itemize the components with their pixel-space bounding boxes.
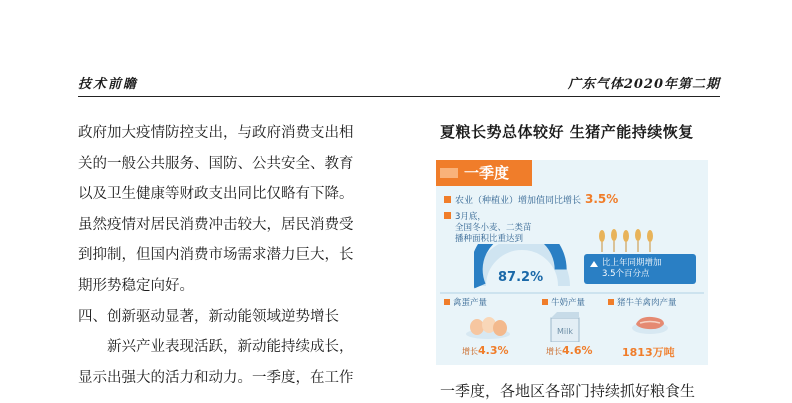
product-label: 禽蛋产量 bbox=[453, 298, 488, 308]
meat-icon bbox=[630, 312, 670, 336]
paragraph-line: 到抑制，但国内消费市场需求潜力巨大，长 bbox=[78, 247, 354, 264]
agriculture-label: 农业（种植业）增加值同比增长 bbox=[455, 196, 582, 206]
eggs-growth bbox=[462, 344, 509, 357]
eggs-icon bbox=[464, 312, 512, 340]
milk-box-text: Milk bbox=[557, 327, 573, 336]
wheat-text-line: 播种面积比重达到 bbox=[455, 234, 524, 244]
bullet-icon bbox=[608, 299, 614, 305]
paragraph-line: 关的一般公共服务、国防、公共安全、教育 bbox=[78, 155, 354, 172]
paragraph-line: 显示出强大的活力和动力。一季度，在工作 bbox=[78, 369, 354, 386]
product-label-eggs bbox=[444, 296, 487, 308]
wheat-share-value: 87.2% bbox=[498, 270, 544, 285]
milk-growth bbox=[546, 344, 593, 357]
header-journal-issue: 广东气体2020年第二期 bbox=[567, 77, 720, 92]
bullet-icon bbox=[444, 212, 451, 219]
growth-prefix: 增长 bbox=[462, 347, 478, 356]
quarter-banner: 一季度 bbox=[436, 160, 532, 186]
meat-output bbox=[622, 344, 675, 360]
wheat-text-line: 全国冬小麦、二类苗 bbox=[455, 223, 532, 233]
growth-value: 4.3% bbox=[478, 344, 509, 357]
wheat-text bbox=[444, 212, 564, 245]
comparison-line: 比上年同期增加 bbox=[602, 258, 662, 268]
product-label: 牛奶产量 bbox=[551, 298, 586, 308]
paragraph-line: 期形势稳定向好。 bbox=[78, 277, 194, 294]
comparison-badge bbox=[584, 254, 696, 284]
divider bbox=[440, 292, 704, 294]
product-label: 猪牛羊禽肉产量 bbox=[617, 298, 677, 308]
agriculture-value: 3.5% bbox=[585, 192, 619, 206]
bullet-icon bbox=[542, 299, 548, 305]
wheat-text-line: 3月底， bbox=[455, 212, 486, 222]
infographic bbox=[436, 160, 708, 365]
paragraph-line: 虽然疫情对居民消费冲击较大，居民消费受 bbox=[78, 216, 354, 233]
output-value: 1813万吨 bbox=[622, 346, 675, 359]
product-label-meat bbox=[608, 296, 677, 308]
header-rule bbox=[78, 96, 720, 97]
article-title: 夏粮长势总体较好 生猪产能持续恢复 bbox=[440, 123, 694, 141]
header-section-title: 技术前瞻 bbox=[78, 77, 139, 92]
growth-prefix: 增长 bbox=[546, 347, 562, 356]
milk-carton-icon bbox=[548, 312, 582, 342]
left-column bbox=[78, 118, 388, 393]
paragraph-line: 以及卫生健康等财政支出同比仅略有下降。 bbox=[78, 186, 354, 203]
growth-value: 4.6% bbox=[562, 344, 593, 357]
comparison-line: 3.5个百分点 bbox=[602, 269, 650, 279]
paragraph-line: 政府加大疫情防控支出，与政府消费支出相 bbox=[78, 125, 354, 141]
wheat-icon bbox=[594, 226, 694, 252]
section-heading: 四、创新驱动显著，新动能领域逆势增长 bbox=[78, 308, 339, 325]
product-label-milk bbox=[542, 296, 585, 308]
agriculture-growth bbox=[444, 192, 618, 206]
bullet-icon bbox=[444, 196, 451, 203]
bullet-icon bbox=[444, 299, 450, 305]
right-column-text: 一季度，各地区各部门持续抓好粮食生 bbox=[440, 382, 696, 400]
paragraph-line: 新兴产业表现活跃，新动能持续成长， bbox=[107, 339, 354, 356]
